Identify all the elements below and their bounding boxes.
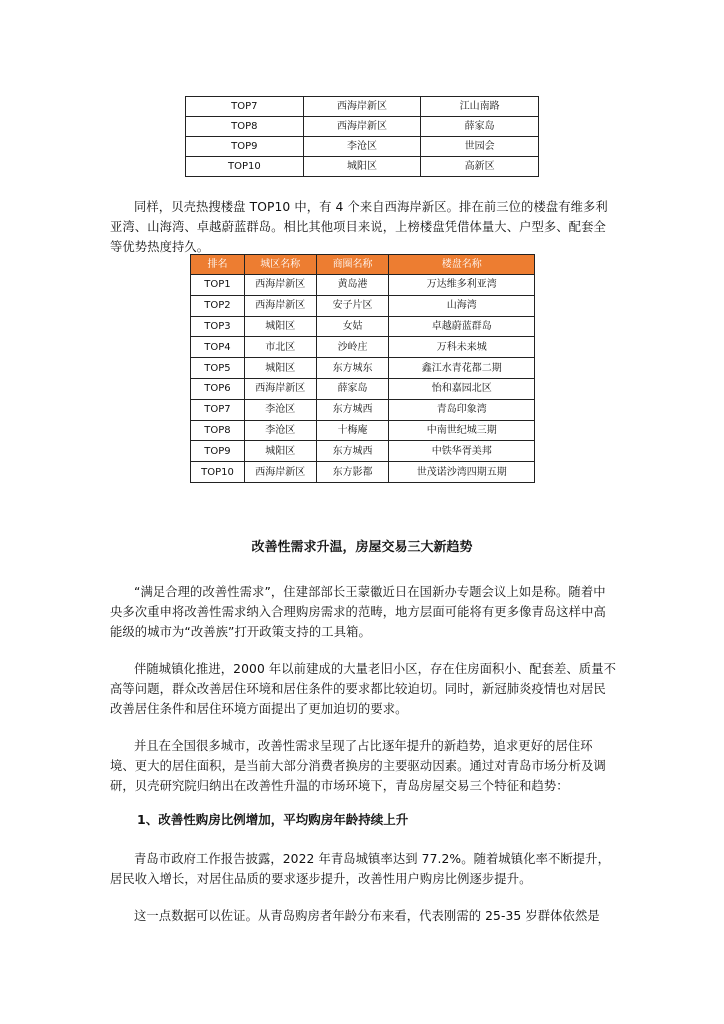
section-title: 改善性需求升温，房屋交易三大新趋势: [251, 540, 473, 555]
table-cell: 中铁华胥美邦: [389, 441, 535, 462]
table-cell: TOP10: [191, 462, 245, 483]
table-cell: 世园会: [421, 137, 539, 157]
table-cell: 西海岸新区: [303, 97, 421, 117]
table-row: [191, 399, 535, 420]
table-cell: 西海岸新区: [244, 378, 316, 399]
table-cell: 鑫江水青花都二期: [389, 358, 535, 379]
paragraph-trend: 并且在全国很多城市，改善性需求呈现了占比逐年提升的新趋势，追求更好的居住环境、更大的居住面积，是当前大部分消费者换房的主要驱动因素。通过对青岛市场分析及调研，贝壳研究院归纳出在改善性升温的市场环境下，青岛房屋交易三个特征和趋势：: [110, 739, 606, 793]
paragraph-policy: “满足合理的改善性需求”，住建部部长王蒙徽近日在国新办专题会议上如是称。随着中央多次重申将改善性需求纳入合理购房需求的范畴，地方层面可能将有更多像青岛这样中高能级的城市为“改善族”打开政策支持的工具箱。: [110, 585, 606, 639]
table-row: [191, 441, 535, 462]
table-row: [186, 97, 539, 117]
table-row: [191, 295, 535, 316]
header-rank: 排名: [191, 255, 245, 275]
table-cell: 卓越蔚蓝群岛: [389, 316, 535, 337]
table-cell: 沙岭庄: [316, 337, 389, 358]
table-cell: 李沧区: [303, 137, 421, 157]
table-cell: 西海岸新区: [244, 275, 316, 296]
table-cell: 市北区: [244, 337, 316, 358]
table-cell: 高新区: [421, 157, 539, 177]
table-cell: 万科未来城: [389, 337, 535, 358]
paragraph-hot-search: 同样，贝壳热搜楼盘 TOP10 中，有 4 个来自西海岸新区。排在前三位的楼盘有维多利亚湾、山海湾、卓越蔚蓝群岛。相比其他项目来说，上榜楼盘凭借体量大、户型多、配套全等优势热度持久。: [110, 200, 608, 254]
table-header-row: [191, 255, 535, 275]
table-cell: 城阳区: [244, 441, 316, 462]
table-cell: 东方城西: [316, 441, 389, 462]
table-row: [191, 358, 535, 379]
table-cell: TOP8: [191, 420, 245, 441]
table-cell: 十梅庵: [316, 420, 389, 441]
table-cell: 世茂诺沙湾四期五期: [389, 462, 535, 483]
table-cell: TOP3: [191, 316, 245, 337]
table-cell: 东方影都: [316, 462, 389, 483]
table-cell: 西海岸新区: [303, 117, 421, 137]
table-row: [191, 275, 535, 296]
table-cell: TOP6: [191, 378, 245, 399]
table-row: [191, 316, 535, 337]
table-row: [191, 378, 535, 399]
table-row: [191, 337, 535, 358]
table-cell: TOP5: [191, 358, 245, 379]
table-cell: TOP9: [186, 137, 304, 157]
header-property-name: 楼盘名称: [389, 255, 535, 275]
header-business-area: 商圈名称: [316, 255, 389, 275]
table-row: [191, 420, 535, 441]
paragraph-urbanization: 伴随城镇化推进，2000 年以前建成的大量老旧小区，存在住房面积小、配套差、质量不高等问题，群众改善居住环境和居住条件的要求都比较迫切。同时，新冠肺炎疫情也对居民改善居住条件和居住环境方面提出了更加迫切的要求。: [110, 662, 616, 716]
table-row: [186, 157, 539, 177]
table-cell: 山海湾: [389, 295, 535, 316]
header-district: 城区名称: [244, 255, 316, 275]
table-cell: 东方城东: [316, 358, 389, 379]
table-cell: 李沧区: [244, 399, 316, 420]
table-cell: TOP7: [191, 399, 245, 420]
table-cell: 中南世纪城三期: [389, 420, 535, 441]
table-cell: 城阳区: [244, 316, 316, 337]
table-cell: TOP9: [191, 441, 245, 462]
subheading-improvement: 1、改善性购房比例增加，平均购房年龄持续上升: [137, 812, 409, 827]
table-cell: TOP2: [191, 295, 245, 316]
table-cell: 西海岸新区: [244, 462, 316, 483]
table-cell: 薛家岛: [316, 378, 389, 399]
table-cell: 青岛印象湾: [389, 399, 535, 420]
table-cell: 李沧区: [244, 420, 316, 441]
hot-property-table: [190, 254, 535, 483]
table-cell: TOP1: [191, 275, 245, 296]
table-row: [186, 117, 539, 137]
table-cell: 女姑: [316, 316, 389, 337]
table-cell: 黄岛港: [316, 275, 389, 296]
table-row: [191, 462, 535, 483]
table-cell: 江山南路: [421, 97, 539, 117]
table-cell: TOP7: [186, 97, 304, 117]
table-cell: TOP8: [186, 117, 304, 137]
top-district-table: [185, 96, 539, 177]
table-cell: 西海岸新区: [244, 295, 316, 316]
table-cell: 薛家岛: [421, 117, 539, 137]
table-cell: 怡和嘉园北区: [389, 378, 535, 399]
table-cell: 东方城西: [316, 399, 389, 420]
paragraph-age-data: 这一点数据可以佐证。从青岛购房者年龄分布来看，代表刚需的 25-35 岁群体依然是: [134, 909, 600, 923]
table-cell: 城阳区: [244, 358, 316, 379]
table-cell: 安子片区: [316, 295, 389, 316]
table-cell: TOP4: [191, 337, 245, 358]
table-cell: 万达维多利亚湾: [389, 275, 535, 296]
paragraph-government-report: 青岛市政府工作报告披露，2022 年青岛城镇率达到 77.2%。随着城镇化率不断提升，居民收入增长，对居住品质的要求逐步提升，改善性用户购房比例逐步提升。: [110, 852, 610, 886]
table-row: [186, 137, 539, 157]
table-cell: TOP10: [186, 157, 304, 177]
table-cell: 城阳区: [303, 157, 421, 177]
